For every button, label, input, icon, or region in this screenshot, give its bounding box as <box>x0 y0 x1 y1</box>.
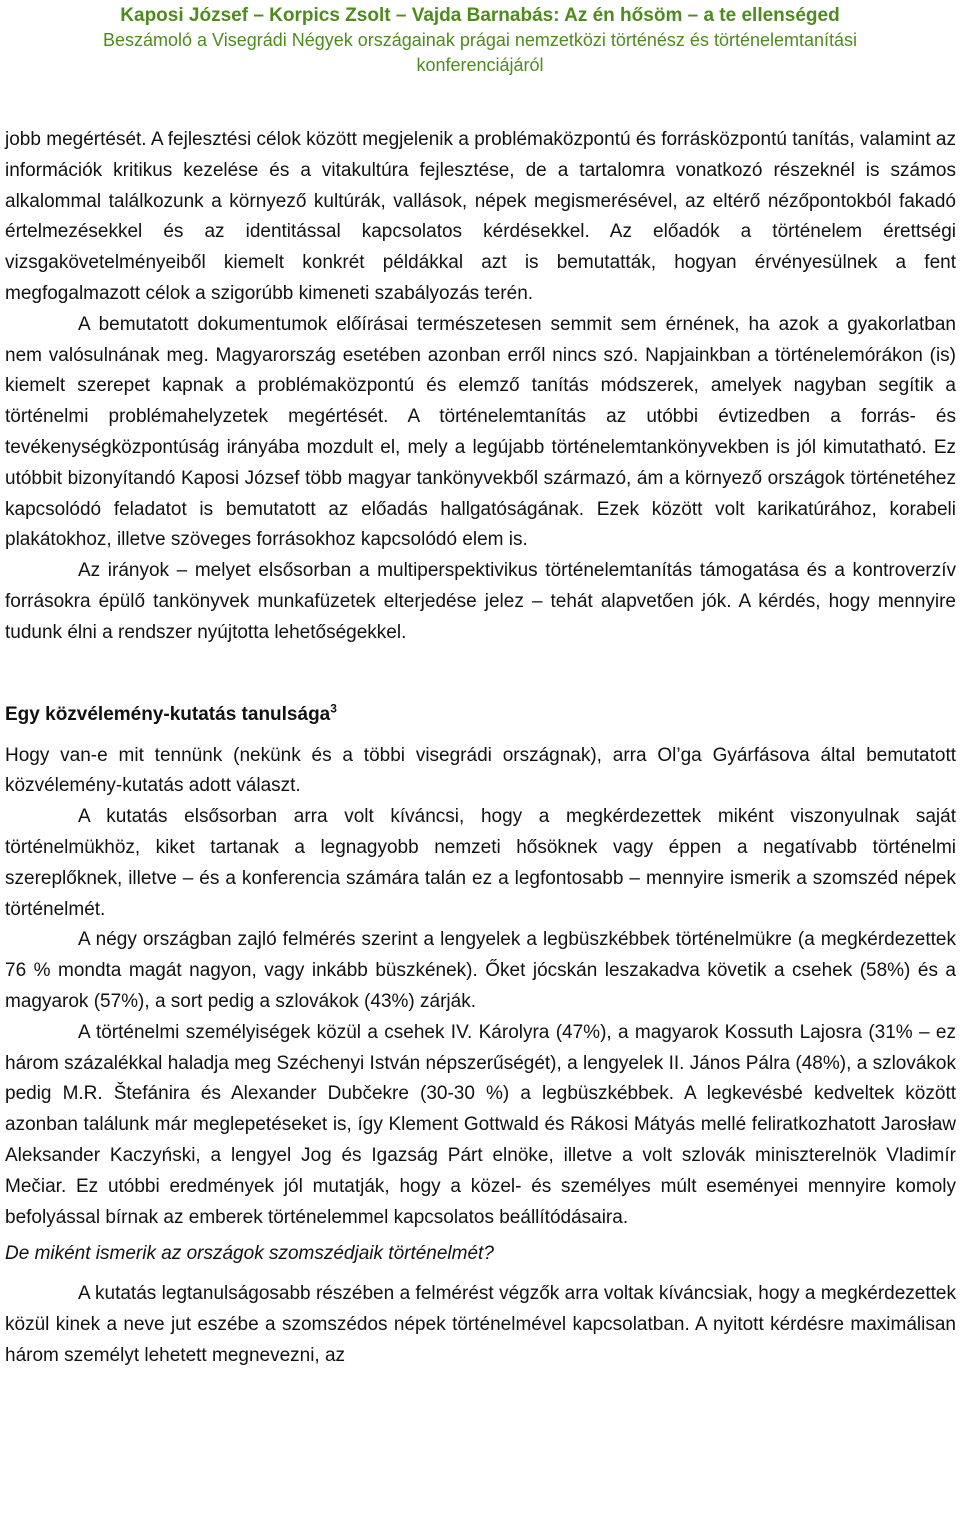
section-heading-text: Egy közvélemény-kutatás tanulsága <box>5 703 331 725</box>
header-subtitle-line1: Beszámoló a Visegrádi Négyek országainak prágai nemzetközi történész és történelemtanítási <box>102 30 858 50</box>
document-body <box>5 125 956 1372</box>
section-question: De miként ismerik az országok szomszédjaik történelmét? <box>5 1243 494 1265</box>
paragraph-1: jobb megértését. A fejlesztési célok között megjelenik a problémaközpontú és forrásközpontú tanítás, valamint az információk kritikus kezelése és a vitakultúra fejlesztése, de a tartalomra vonatkozó részeknél is számos alkalommal találkozunk a környező kultúrák, vallások, népek megismerésével, az eltérő nézőpontokból fakadó értelmezésekkel és az identitással kapcsolatos kérdésekkel. Az előadók a történelem érettségi vizsgakövetelményeiből kiemelt konkrét példákkal azt is bemutatták, hogyan érvényesülnek a fent megfogalmazott célok a szigorúbb kimeneti szabályozás terén. <box>5 129 956 304</box>
header-title: Kaposi József – Korpics Zsolt – Vajda Barnabás: Az én hősöm – a te ellenséged <box>120 5 840 26</box>
page-header <box>0 4 960 78</box>
section-paragraph-4: A történelmi személyiségek közül a csehek IV. Károlyra (47%), a magyarok Kossuth Lajosra (31% – ez három százalékkal haladja meg Széchenyi István népszerűségét), a lengyelek II. János Pálra (48%), a szlovákok pedig M.R. Štefánira és Alexander Dubčekre (30-30 %) a legbüszkébbek. A legkevésbé kedveltek között azonban találunk már meglepetéseket is, így Klement Gottwald és Rákosi Mátyás mellé feliratkozhatott Jarosław Aleksander Kaczyński, a lengyel Jog és Igazság Párt elnöke, illetve a volt szlovák miniszterelnök Vladimír Mečiar. Ez utóbbi eredmények jól mutatják, hogy a közel- és személyes múlt eseményei mennyire komoly befolyással bírnak az emberek történelemmel kapcsolatos beállítódásaira. <box>5 1021 956 1228</box>
section-paragraph-3: A négy országban zajló felmérés szerint a lengyelek a legbüszkébbek történelmükre (a megkérdezettek 76 % mondta magát nagyon, vagy inkább büszkének). Őket jócskán leszakadva követik a csehek (58%) és a magyarok (57%), a sort pedig a szlovákok (43%) zárják. <box>5 929 956 1012</box>
paragraph-2: A bemutatott dokumentumok előírásai természetesen semmit sem érnének, ha azok a gyakorlatban nem valósulnának meg. Magyarország esetében azonban erről nincs szó. Napjainkban a történelemórákon (is) kiemelt szerepet kapnak a problémaközpontú és elemző tanítás módszerek, amelyek nagyban segítik a történelmi problémahelyzetek megértését. A történelemtanítás az utóbbi évtizedben a forrás- és tevékenységközpontúság irányába mozdult el, mely a legújabb történelemtankönyvekben is jól kimutatható. Ez utóbbit bizonyítandó Kaposi József több magyar tankönyvekből származó, ám a környező országok történetéhez kapcsolódó feladatot is bemutatott az előadás hallgatóságának. Ezek között volt karikatúrához, korabeli plakátokhoz, illetve szöveges forrásokhoz kapcsolódó elem is. <box>5 313 956 551</box>
paragraph-3: Az irányok – melyet elsősorban a multiperspektivikus történelemtanítás támogatása és a kontroverzív forrásokra épülő tankönyvek munkafüzetek elterjedése jelez – tehát alapvetően jók. A kérdés, hogy mennyire tudunk élni a rendszer nyújtotta lehetőségekkel. <box>5 560 956 643</box>
section-paragraph-5: A kutatás legtanulságosabb részében a felmérést végzők arra voltak kíváncsiak, hogy a megkérdezettek közül kinek a neve jut eszébe a szomszédos népek történelmével kapcsolatban. A nyitott kérdésre maximálisan három személyt lehetett megnevezni, az <box>5 1283 956 1366</box>
header-subtitle-line2: konferenciájáról <box>416 55 544 75</box>
section-paragraph-1: Hogy van-e mit tennünk (nekünk és a többi visegrádi országnak), arra Ol’ga Gyárfásova által bemutatott közvélemény-kutatás adott választ. <box>5 744 956 797</box>
footnote-mark[interactable]: 3 <box>330 701 337 716</box>
section-paragraph-2: A kutatás elsősorban arra volt kíváncsi, hogy a megkérdezettek miként viszonyulnak saját történelmükhöz, kiket tartanak a legnagyobb nemzeti hősöknek vagy éppen a negatívabb történelmi szereplőknek, illetve – és a konferencia számára talán ez a legfontosabb – mennyire ismerik a szomszéd népek történelmét. <box>5 806 956 920</box>
section-heading <box>5 699 956 731</box>
